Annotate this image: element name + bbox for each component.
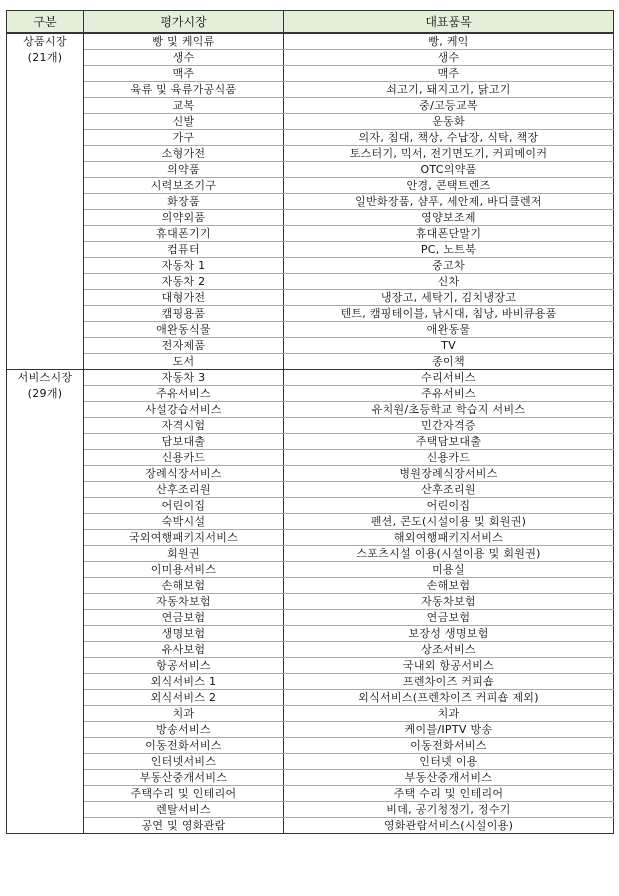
market-cell: 생명보험	[84, 626, 284, 642]
items-cell: 손해보험	[284, 578, 614, 594]
market-cell: 어린이집	[84, 498, 284, 514]
items-cell: 신용카드	[284, 450, 614, 466]
market-cell: 자동차보험	[84, 594, 284, 610]
table-row	[7, 738, 614, 754]
table-row	[7, 114, 614, 130]
table-row	[7, 402, 614, 418]
market-cell: 장례식장서비스	[84, 466, 284, 482]
market-cell: 회원권	[84, 546, 284, 562]
market-cell: 가구	[84, 130, 284, 146]
items-cell: 비데, 공기청정기, 정수기	[284, 802, 614, 818]
market-cell: 방송서비스	[84, 722, 284, 738]
table-row	[7, 674, 614, 690]
items-cell: 민간자격증	[284, 418, 614, 434]
items-cell: 자동차보험	[284, 594, 614, 610]
items-cell: 케이블/IPTV 방송	[284, 722, 614, 738]
items-cell: 스포츠시설 이용(시설이용 및 회원권)	[284, 546, 614, 562]
items-cell: PC, 노트북	[284, 242, 614, 258]
table-row	[7, 722, 614, 738]
market-cell: 담보대출	[84, 434, 284, 450]
table-row	[7, 786, 614, 802]
items-cell: 운동화	[284, 114, 614, 130]
category-cell	[7, 33, 84, 370]
market-cell: 교복	[84, 98, 284, 114]
market-cell: 유사보험	[84, 642, 284, 658]
table-row	[7, 706, 614, 722]
market-cell: 사설강습서비스	[84, 402, 284, 418]
items-cell: 의자, 침대, 책상, 수납장, 식탁, 책장	[284, 130, 614, 146]
table-row	[7, 770, 614, 786]
category-name: 상품시장	[23, 35, 67, 48]
market-cell: 항공서비스	[84, 658, 284, 674]
items-cell: 국내외 항공서비스	[284, 658, 614, 674]
table-row	[7, 594, 614, 610]
market-cell: 국외여행패키지서비스	[84, 530, 284, 546]
evaluation-table-wrapper	[6, 10, 613, 834]
items-cell: 종이책	[284, 354, 614, 370]
category-count: (29개)	[27, 387, 63, 400]
table-row	[7, 354, 614, 370]
market-cell: 화장품	[84, 194, 284, 210]
items-cell: 인터넷 이용	[284, 754, 614, 770]
market-cell: 애완동식물	[84, 322, 284, 338]
market-cell: 자동차 3	[84, 370, 284, 386]
table-row	[7, 130, 614, 146]
items-cell: 중/고등교복	[284, 98, 614, 114]
items-cell: 안경, 콘택트렌즈	[284, 178, 614, 194]
market-cell: 자동차 1	[84, 258, 284, 274]
market-cell: 컴퓨터	[84, 242, 284, 258]
table-row	[7, 418, 614, 434]
table-row	[7, 562, 614, 578]
table-row	[7, 482, 614, 498]
items-cell: 주택담보대출	[284, 434, 614, 450]
table-row	[7, 690, 614, 706]
table-row	[7, 466, 614, 482]
market-cell: 이미용서비스	[84, 562, 284, 578]
category-count: (21개)	[27, 51, 63, 64]
market-cell: 의약품	[84, 162, 284, 178]
table-row	[7, 82, 614, 98]
table-row	[7, 306, 614, 322]
items-cell: 부동산중개서비스	[284, 770, 614, 786]
header-items: 대표품목	[284, 11, 614, 34]
items-cell: 주유서비스	[284, 386, 614, 402]
table-row	[7, 530, 614, 546]
items-cell: 어린이집	[284, 498, 614, 514]
market-cell: 맥주	[84, 66, 284, 82]
table-row	[7, 98, 614, 114]
items-cell: 쇠고기, 돼지고기, 닭고기	[284, 82, 614, 98]
market-cell: 이동전화서비스	[84, 738, 284, 754]
table-row	[7, 290, 614, 306]
market-cell: 생수	[84, 50, 284, 66]
table-row	[7, 626, 614, 642]
market-cell: 도서	[84, 354, 284, 370]
table-row	[7, 642, 614, 658]
table-row	[7, 578, 614, 594]
items-cell: 애완동물	[284, 322, 614, 338]
market-cell: 렌탈서비스	[84, 802, 284, 818]
table-body	[7, 33, 614, 834]
market-cell: 연금보험	[84, 610, 284, 626]
items-cell: 냉장고, 세탁기, 김치냉장고	[284, 290, 614, 306]
market-cell: 산후조리원	[84, 482, 284, 498]
table-row	[7, 242, 614, 258]
table-row	[7, 226, 614, 242]
table-row	[7, 610, 614, 626]
items-cell: 미용실	[284, 562, 614, 578]
table-row	[7, 514, 614, 530]
category-cell	[7, 370, 84, 834]
market-cell: 주택수리 및 인테리어	[84, 786, 284, 802]
market-cell: 손해보험	[84, 578, 284, 594]
market-cell: 공연 및 영화관람	[84, 818, 284, 834]
items-cell: 연금보험	[284, 610, 614, 626]
table-row	[7, 66, 614, 82]
market-cell: 부동산중개서비스	[84, 770, 284, 786]
market-cell: 소형가전	[84, 146, 284, 162]
market-cell: 전자제품	[84, 338, 284, 354]
market-cell: 치과	[84, 706, 284, 722]
market-cell: 숙박시설	[84, 514, 284, 530]
header-market: 평가시장	[84, 11, 284, 34]
items-cell: 해외여행패키지서비스	[284, 530, 614, 546]
header-row	[7, 11, 614, 34]
table-row	[7, 802, 614, 818]
table-row	[7, 498, 614, 514]
table-row	[7, 338, 614, 354]
items-cell: 병원장례식장서비스	[284, 466, 614, 482]
market-cell: 외식서비스 2	[84, 690, 284, 706]
market-cell: 신발	[84, 114, 284, 130]
market-cell: 육류 및 육류가공식품	[84, 82, 284, 98]
table-row	[7, 258, 614, 274]
table-row	[7, 162, 614, 178]
market-cell: 신용카드	[84, 450, 284, 466]
table-row	[7, 818, 614, 834]
items-cell: 일반화장품, 샴푸, 세안제, 바디클렌저	[284, 194, 614, 210]
table-row	[7, 274, 614, 290]
market-cell: 자동차 2	[84, 274, 284, 290]
items-cell: 보장성 생명보험	[284, 626, 614, 642]
table-row	[7, 754, 614, 770]
table-row	[7, 194, 614, 210]
table-row	[7, 322, 614, 338]
items-cell: 신차	[284, 274, 614, 290]
items-cell: 텐트, 캠핑테이블, 낚시대, 침낭, 바비큐용품	[284, 306, 614, 322]
market-cell: 인터넷서비스	[84, 754, 284, 770]
table-row	[7, 434, 614, 450]
market-cell: 의약외품	[84, 210, 284, 226]
table-row	[7, 370, 614, 386]
items-cell: 영화관람서비스(시설이용)	[284, 818, 614, 834]
table-row	[7, 658, 614, 674]
market-cell: 외식서비스 1	[84, 674, 284, 690]
table-row	[7, 146, 614, 162]
market-cell: 휴대폰기기	[84, 226, 284, 242]
items-cell: 유치원/초등학교 학습지 서비스	[284, 402, 614, 418]
items-cell: 상조서비스	[284, 642, 614, 658]
items-cell: 빵, 케익	[284, 33, 614, 50]
market-cell: 캠핑용품	[84, 306, 284, 322]
items-cell: 치과	[284, 706, 614, 722]
market-cell: 시력보조기구	[84, 178, 284, 194]
table-row	[7, 450, 614, 466]
items-cell: 주택 수리 및 인테리어	[284, 786, 614, 802]
items-cell: 영양보조제	[284, 210, 614, 226]
items-cell: 생수	[284, 50, 614, 66]
market-cell: 대형가전	[84, 290, 284, 306]
items-cell: 이동전화서비스	[284, 738, 614, 754]
table-row	[7, 33, 614, 50]
evaluation-market-table	[6, 10, 614, 834]
items-cell: 맥주	[284, 66, 614, 82]
category-name: 서비스시장	[17, 371, 73, 384]
table-row	[7, 210, 614, 226]
items-cell: 프렌차이즈 커피숍	[284, 674, 614, 690]
table-row	[7, 546, 614, 562]
items-cell: TV	[284, 338, 614, 354]
table-row	[7, 178, 614, 194]
items-cell: 산후조리원	[284, 482, 614, 498]
items-cell: 휴대폰단말기	[284, 226, 614, 242]
table-row	[7, 386, 614, 402]
header-category: 구분	[7, 11, 84, 34]
market-cell: 주유서비스	[84, 386, 284, 402]
market-cell: 자격시험	[84, 418, 284, 434]
items-cell: 수리서비스	[284, 370, 614, 386]
items-cell: 외식서비스(프렌차이즈 커피숍 제외)	[284, 690, 614, 706]
market-cell: 빵 및 케익류	[84, 33, 284, 50]
items-cell: 펜션, 콘도(시설이용 및 회원권)	[284, 514, 614, 530]
items-cell: 중고차	[284, 258, 614, 274]
table-row	[7, 50, 614, 66]
items-cell: 토스터기, 믹서, 전기면도기, 커피메이커	[284, 146, 614, 162]
items-cell: OTC의약품	[284, 162, 614, 178]
